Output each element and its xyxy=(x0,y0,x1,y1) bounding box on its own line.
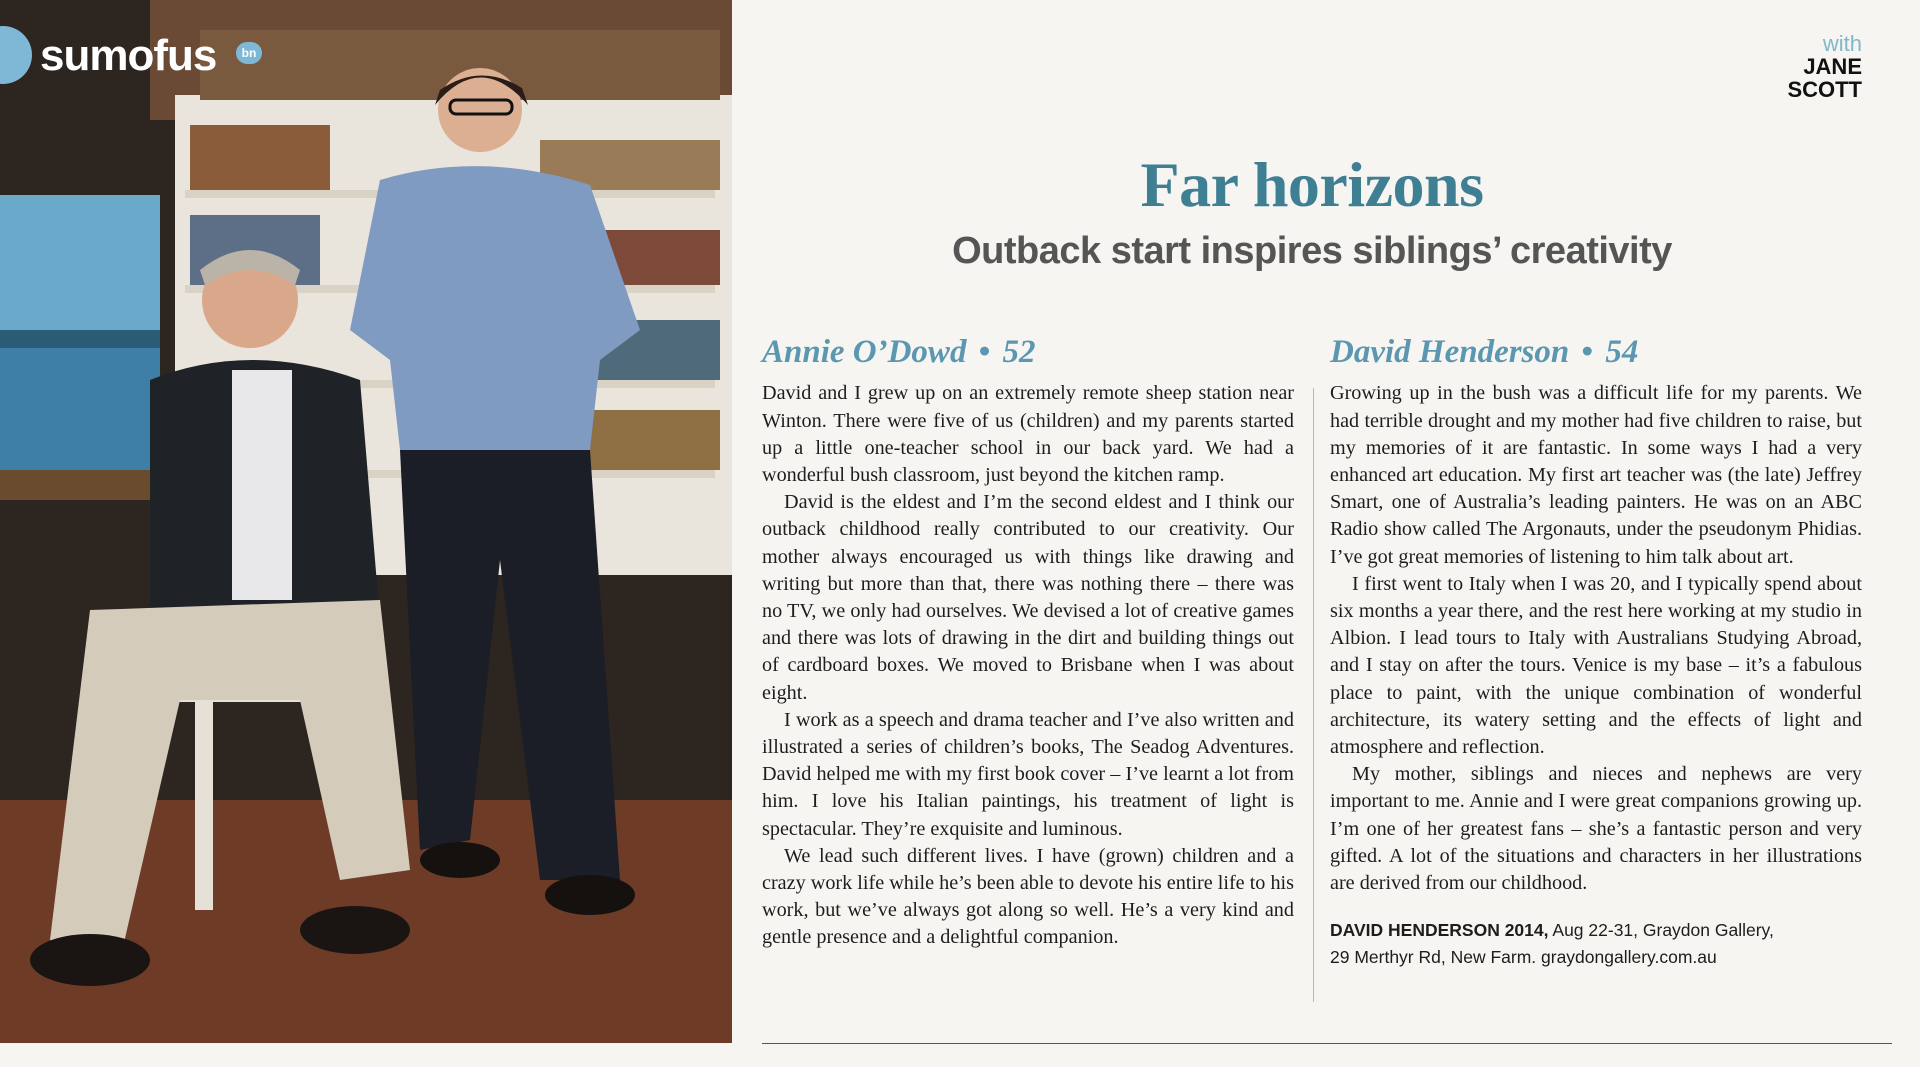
event-info xyxy=(1330,917,1862,971)
person-heading-annie xyxy=(762,334,1294,370)
paragraph: My mother, siblings and nieces and nephews are very important to me. Annie and I were great companions growing up. I’m one of her greatest fans – she’s a fantastic person and very gifted. A lot of the situations and characters in her illustrations are derived from our childhood. xyxy=(1330,763,1862,894)
bottom-rule xyxy=(762,1043,1892,1044)
person-age: 54 xyxy=(1605,334,1639,370)
byline-author-first: JANE xyxy=(1803,54,1862,80)
brand-logo-text: sumofus xyxy=(40,31,217,80)
portrait-photo xyxy=(0,0,732,1043)
brand-badge: bn xyxy=(236,42,262,64)
person-age: 52 xyxy=(1002,334,1036,370)
subheadline: Outback start inspires siblings’ creativity xyxy=(952,230,1672,272)
byline-author-last: SCOTT xyxy=(1787,77,1862,103)
photo-illustration xyxy=(0,0,732,1043)
byline-with: with xyxy=(1822,31,1862,56)
paragraph: I first went to Italy when I was 20, and I typically spend about six months a year there, and the rest here working at my studio in Albion. I lead tours to Italy with Australians Studying Abroad, and I stay on after the tours. Venice is my base – it’s a fabulous place to paint, with the unique combination of wonderful architecture, its watery setting and the effects of light and atmosphere and reflection. xyxy=(1330,572,1862,758)
paragraph: We lead such different lives. I have (grown) children and a crazy work life while he’s been able to devote his entire life to his work, but we’ve always got along so well. He’s a very kind and gentle presence and a delightful companion. xyxy=(762,844,1294,949)
event-address: 29 Merthyr Rd, New Farm. graydongallery.com.au xyxy=(1330,947,1717,968)
paragraph: David is the eldest and I’m the second eldest and I think our outback childhood really contributed to our creativity. Our mother always encouraged us with things like drawing and writing but more than that, there was nothing there – there was no TV, we only had ourselves. We devised a lot of creative games and there was lots of drawing in the dirt and building things out of cardboard boxes. We moved to Brisbane when I was about eight. xyxy=(762,491,1294,704)
person-heading-david xyxy=(1330,334,1862,370)
event-title: DAVID HENDERSON 2014, xyxy=(1330,920,1549,941)
column-annie xyxy=(762,334,1294,952)
person-name: David Henderson xyxy=(1330,334,1570,370)
paragraph: I work as a speech and drama teacher and I’ve also written and illustrated a series of children’s books, The Seadog Adventures. David helped me with my first book cover – I’ve learnt a lot from him. I love his Italian paintings, his treatment of light is spectacular. They’re exquisite and luminous. xyxy=(762,708,1294,840)
paragraph: David and I grew up on an extremely remote sheep station near Winton. There were five of us (children) and my parents started up a little one-teacher school in our back yard. We had a wonderful bush classroom, just beyond the kitchen ramp. xyxy=(762,382,1294,486)
separator-dot: • xyxy=(978,334,991,370)
person-name: Annie O’Dowd xyxy=(762,334,967,370)
byline xyxy=(1787,32,1862,101)
separator-dot: • xyxy=(1581,334,1594,370)
headline: Far horizons xyxy=(1140,149,1484,220)
column-david xyxy=(1330,334,1862,971)
paragraph: Growing up in the bush was a difficult life for my parents. We had terrible drought and my mother had five children to raise, but my memories of it are fantastic. In some ways I had a very enhanced art education. My first art teacher was (the late) Jeffrey Smart, one of Australia’s leading painters. He was on an ABC Radio show called The Argonauts, under the pseudonym Phidias. I’ve got great memories of listening to him talk about art. xyxy=(1330,382,1862,568)
event-dates-venue: Aug 22-31, Graydon Gallery, xyxy=(1548,920,1774,941)
column-divider xyxy=(1313,388,1314,1002)
